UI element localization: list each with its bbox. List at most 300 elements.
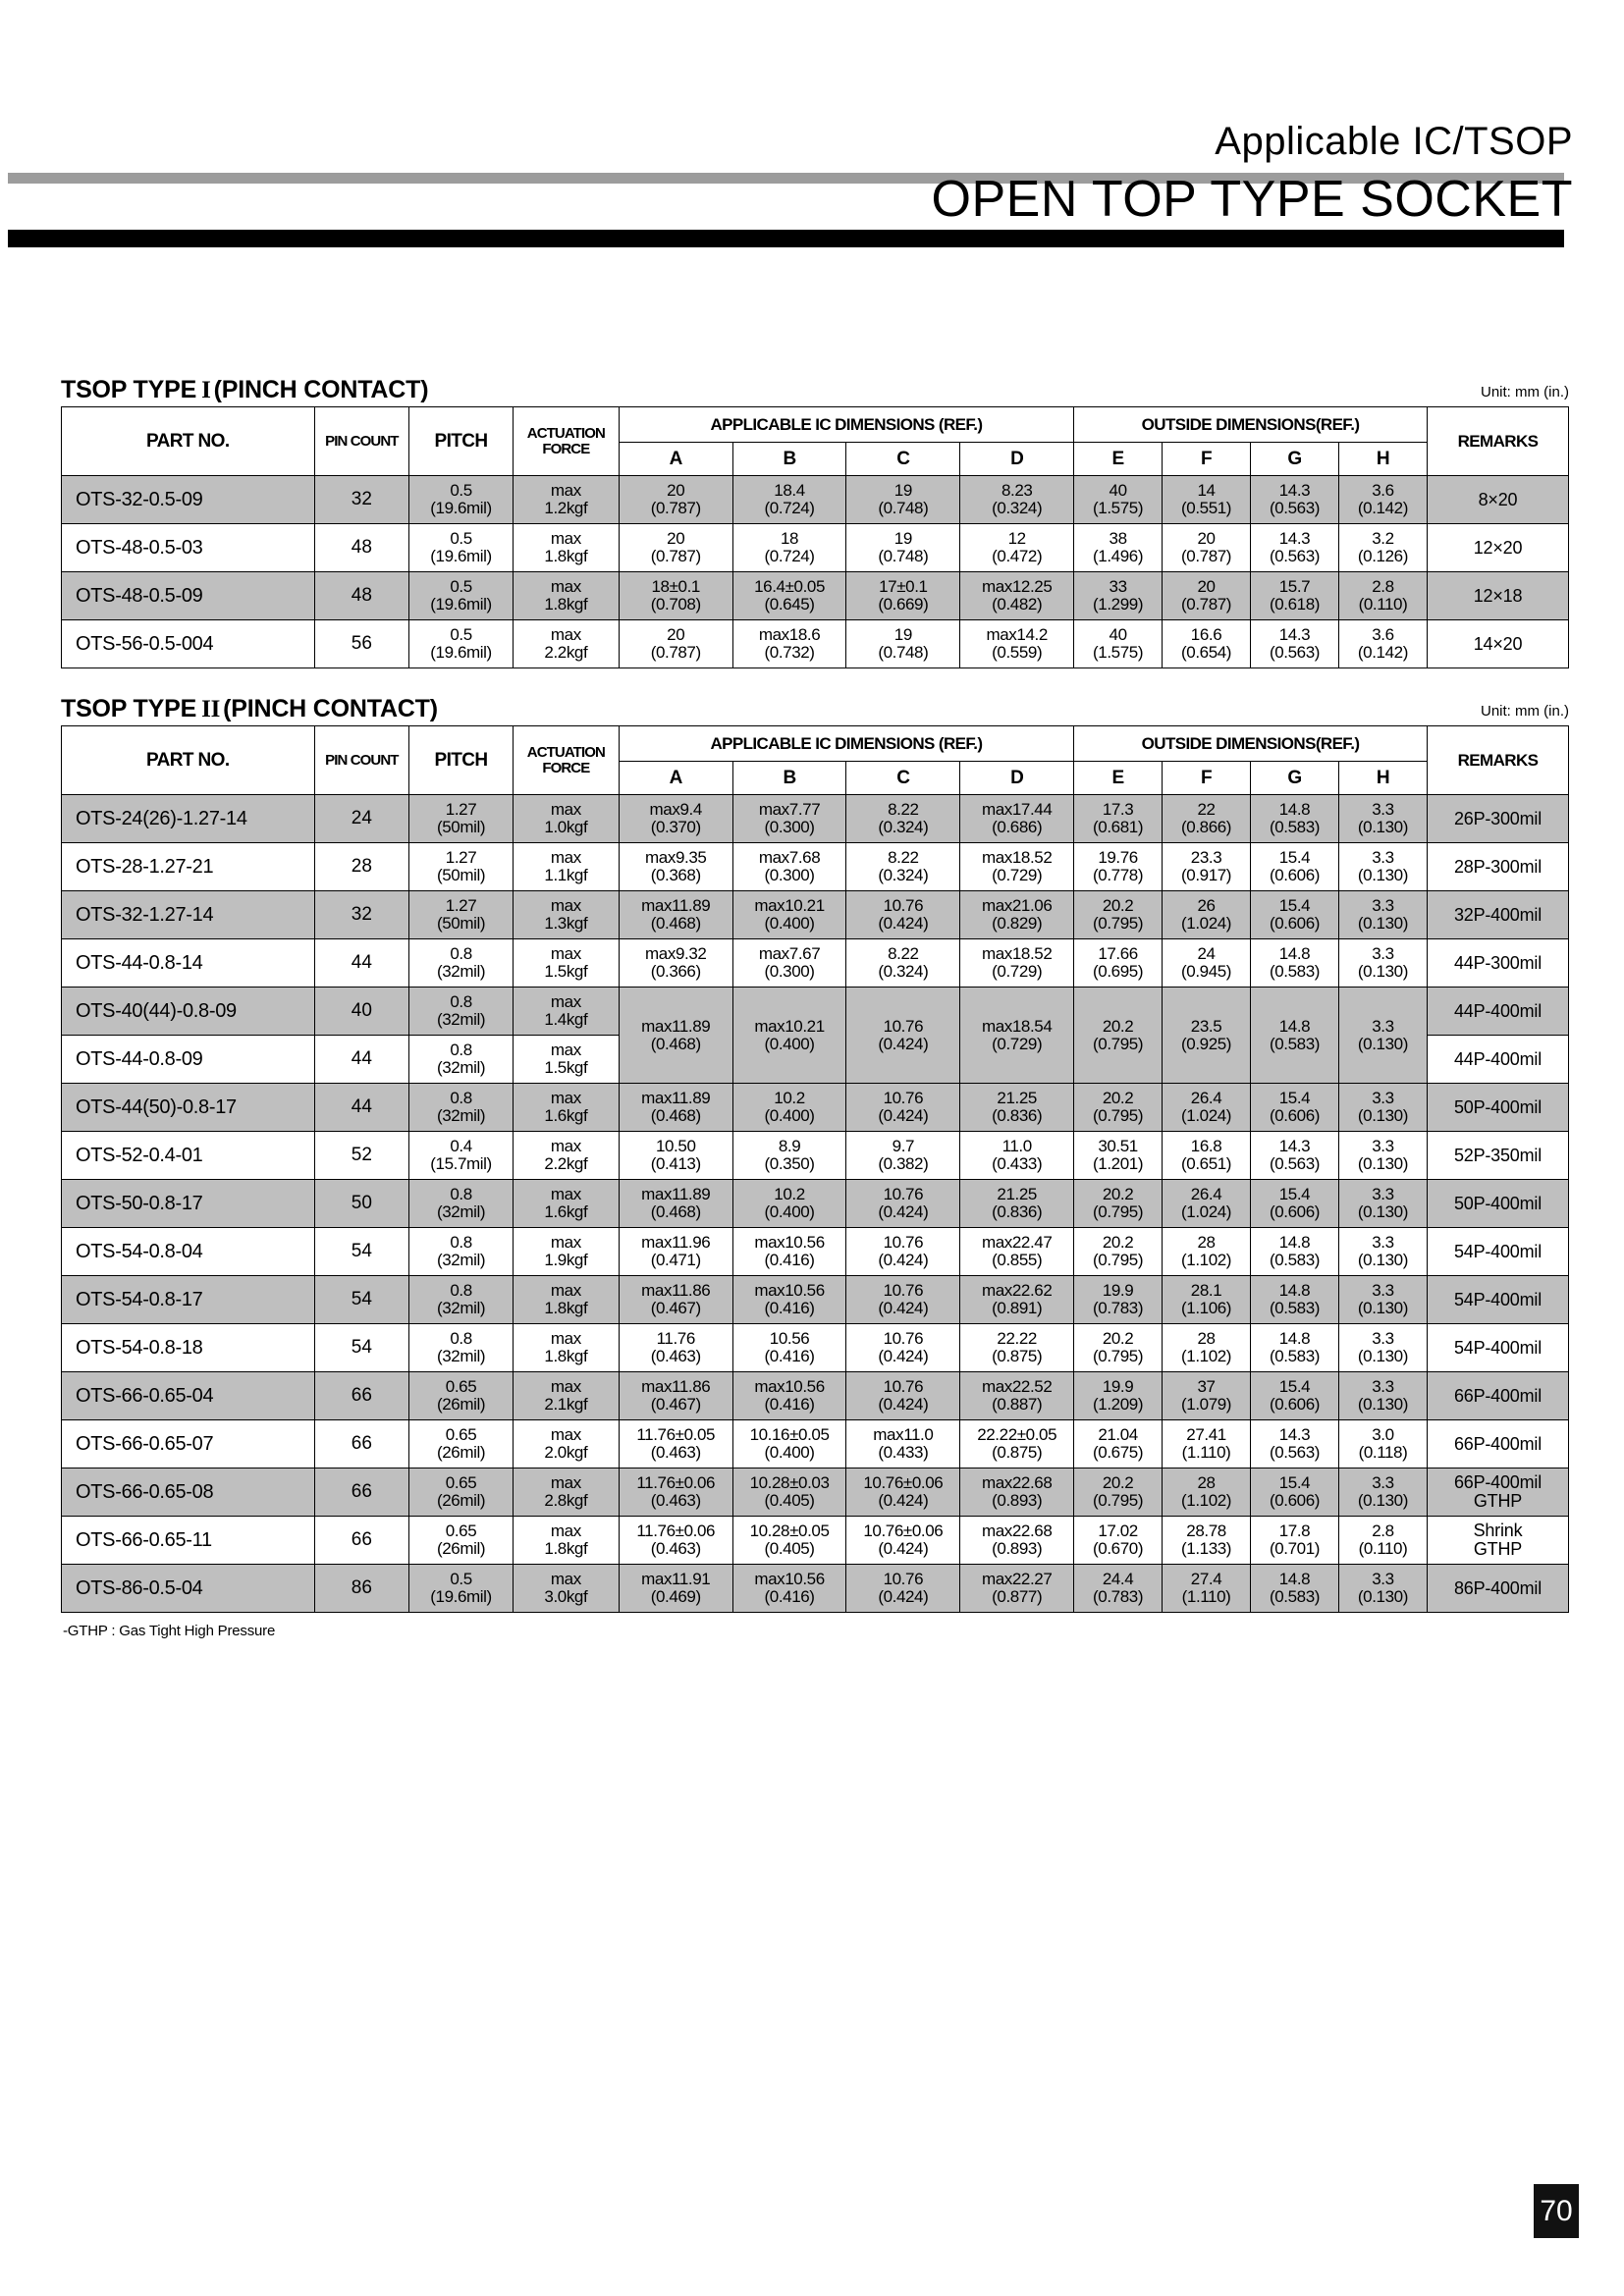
- cell-actuation-force: [513, 1420, 619, 1468]
- cell-dim-f: [1163, 939, 1251, 988]
- cell-dim-g: [1251, 843, 1339, 891]
- cell-dim-d-line1: max21.06: [981, 896, 1053, 916]
- cell-dim-e: [1074, 939, 1163, 988]
- section2-unit-note: Unit: mm (in.): [1481, 703, 1569, 720]
- cell-dim-f-line2: (1.106): [1181, 1299, 1232, 1317]
- cell-dim-a-line1: max11.91: [641, 1570, 711, 1589]
- cell-dim-h-line2: (0.130): [1357, 1347, 1408, 1365]
- cell-actuation-force-line1: max: [550, 1185, 581, 1204]
- cell-dim-d-line2: (0.893): [992, 1491, 1043, 1510]
- cell-dim-f-line1: 22: [1197, 800, 1216, 820]
- cell-dim-a: [619, 1228, 732, 1276]
- col-g: G: [1251, 443, 1339, 476]
- col-pitch: PITCH: [409, 407, 514, 476]
- cell-dim-h-line1: 3.0: [1372, 1425, 1394, 1445]
- cell-pin-count: 44: [314, 939, 409, 988]
- cell-dim-e: [1074, 1180, 1163, 1228]
- table-row: [62, 795, 1569, 843]
- cell-dim-c-line2: (0.748): [878, 643, 929, 662]
- cell-dim-g-line2: (0.606): [1269, 866, 1321, 884]
- table-row: [62, 843, 1569, 891]
- cell-dim-g-line1: 14.8: [1278, 1281, 1311, 1301]
- cell-dim-b: [732, 1132, 846, 1180]
- cell-dim-g-line1: 15.4: [1278, 1089, 1311, 1108]
- cell-dim-a: [619, 1468, 732, 1517]
- cell-dim-a-line1: max11.89: [641, 1185, 711, 1204]
- cell-dim-d-line1: max12.25: [981, 577, 1053, 597]
- cell-pitch-line2: (32mil): [436, 1202, 486, 1221]
- cell-dim-c-line2: (0.748): [878, 499, 929, 517]
- cell-remarks-line2: GTHP: [1473, 1491, 1523, 1511]
- cell-dim-a-line2: (0.463): [650, 1443, 701, 1462]
- cell-dim-a: [619, 795, 732, 843]
- cell-dim-e-line1: 20.2: [1102, 1233, 1134, 1253]
- cell-dim-e: [1074, 1228, 1163, 1276]
- cell-dim-e: [1074, 843, 1163, 891]
- cell-dim-h-line2: (0.130): [1357, 1251, 1408, 1269]
- cell-dim-g-line2: (0.583): [1269, 1299, 1321, 1317]
- cell-dim-e: [1074, 1468, 1163, 1517]
- cell-part-no: OTS-48-0.5-03: [62, 524, 315, 572]
- cell-actuation-force: [513, 1036, 619, 1084]
- cell-dim-e-line2: (1.209): [1093, 1395, 1144, 1414]
- table-row: [62, 1468, 1569, 1517]
- cell-dim-e-line2: (1.496): [1093, 547, 1144, 565]
- cell-dim-a-line1: max11.96: [641, 1233, 711, 1253]
- cell-dim-f-line1: 20: [1197, 529, 1216, 549]
- cell-actuation-force-line2: 1.3kgf: [544, 914, 588, 933]
- cell-dim-a-line2: (0.463): [650, 1491, 701, 1510]
- cell-dim-g-line2: (0.583): [1269, 962, 1321, 981]
- cell-dim-a-line1: max11.89: [641, 1016, 711, 1036]
- cell-actuation-force-line1: max: [550, 1377, 581, 1397]
- cell-part-no: OTS-48-0.5-09: [62, 572, 315, 620]
- cell-remarks-line1: 32P-400mil: [1453, 904, 1542, 925]
- page-number: 70: [1534, 2184, 1579, 2238]
- cell-dim-h-line1: 3.3: [1372, 800, 1394, 820]
- cell-dim-c: [846, 1372, 960, 1420]
- cell-dim-b-line1: max10.21: [754, 896, 825, 916]
- cell-dim-h: [1338, 524, 1427, 572]
- cell-dim-a: [619, 891, 732, 939]
- cell-dim-h-line2: (0.130): [1357, 1395, 1408, 1414]
- cell-dim-g-line2: (0.701): [1269, 1539, 1321, 1558]
- cell-dim-d-line2: (0.433): [992, 1154, 1043, 1173]
- cell-dim-e-line1: 19.9: [1102, 1281, 1134, 1301]
- cell-dim-d-line2: (0.836): [992, 1106, 1043, 1125]
- cell-dim-e-line1: 20.2: [1102, 896, 1134, 916]
- cell-dim-a: [619, 1420, 732, 1468]
- cell-dim-e: [1074, 795, 1163, 843]
- cell-pitch-line1: 0.8: [450, 1185, 472, 1204]
- table-row: [62, 524, 1569, 572]
- cell-dim-g-line1: 14.8: [1278, 944, 1311, 964]
- table-row: [62, 1276, 1569, 1324]
- cell-dim-c-line1: 17±0.1: [879, 577, 928, 597]
- cell-actuation-force-line1: max: [550, 1233, 581, 1253]
- cell-dim-e-line1: 19.76: [1098, 848, 1138, 868]
- cell-dim-a-line1: 11.76: [656, 1329, 695, 1349]
- cell-remarks: [1427, 988, 1568, 1036]
- cell-pitch-line1: 0.8: [450, 1041, 472, 1060]
- cell-pin-count: 66: [314, 1420, 409, 1468]
- cell-actuation-force: [513, 1372, 619, 1420]
- cell-dim-d-line2: (0.855): [992, 1251, 1043, 1269]
- cell-actuation-force-line1: max: [550, 1473, 581, 1493]
- cell-dim-g-line2: (0.563): [1269, 1154, 1321, 1173]
- cell-dim-f-line1: 26: [1197, 896, 1216, 916]
- cell-part-no: OTS-24(26)-1.27-14: [62, 795, 315, 843]
- cell-dim-f: [1163, 1084, 1251, 1132]
- col-actuation-line1: ACTUATION: [526, 424, 605, 442]
- cell-pin-count: 52: [314, 1132, 409, 1180]
- cell-dim-f: [1163, 1276, 1251, 1324]
- cell-dim-f-line2: (1.102): [1181, 1347, 1232, 1365]
- cell-dim-g-line1: 15.4: [1278, 896, 1311, 916]
- cell-dim-c-line1: 10.76±0.06: [863, 1522, 944, 1541]
- cell-remarks-line1: 66P-400mil: [1453, 1433, 1542, 1454]
- cell-dim-c-line1: 9.7: [892, 1137, 915, 1156]
- cell-dim-e-line1: 20.2: [1102, 1089, 1134, 1108]
- cell-dim-a: [619, 1180, 732, 1228]
- cell-pitch-line2: (19.6mil): [430, 643, 492, 662]
- cell-remarks: [1427, 1468, 1568, 1517]
- cell-actuation-force-line2: 1.8kgf: [544, 1347, 588, 1365]
- cell-dim-c-line2: (0.424): [878, 1587, 929, 1606]
- cell-dim-h-line1: 2.8: [1372, 1522, 1394, 1541]
- cell-pitch: [409, 1180, 514, 1228]
- cell-actuation-force-line2: 1.5kgf: [544, 1058, 588, 1077]
- cell-dim-h: [1338, 1468, 1427, 1517]
- cell-actuation-force-line2: 2.0kgf: [544, 1443, 588, 1462]
- col-d: D: [960, 762, 1074, 795]
- table-row: [62, 572, 1569, 620]
- cell-part-no: OTS-56-0.5-004: [62, 620, 315, 668]
- cell-dim-d-line2: (0.891): [992, 1299, 1043, 1317]
- cell-dim-b-line2: (0.400): [764, 1106, 815, 1125]
- col-c: C: [846, 443, 960, 476]
- table-row: [62, 1565, 1569, 1613]
- cell-dim-g-line1: 14.8: [1278, 1016, 1311, 1036]
- cell-dim-g: [1251, 1180, 1339, 1228]
- cell-dim-g: [1251, 572, 1339, 620]
- cell-dim-e-line2: (0.795): [1093, 1251, 1144, 1269]
- col-actuation-line2: FORCE: [542, 440, 590, 457]
- cell-dim-f-line2: (0.787): [1181, 595, 1232, 614]
- section1-unit-note: Unit: mm (in.): [1481, 384, 1569, 400]
- cell-dim-f-line2: (0.551): [1181, 499, 1232, 517]
- cell-dim-e-line1: 40: [1109, 625, 1127, 645]
- cell-dim-b: [732, 1565, 846, 1613]
- col-e: E: [1074, 443, 1163, 476]
- cell-dim-c-line1: 19: [893, 529, 912, 549]
- cell-actuation-force-line1: max: [550, 1137, 581, 1156]
- cell-actuation-force-line1: max: [550, 529, 581, 549]
- section-tsop-type-2: [61, 692, 1569, 1639]
- cell-actuation-force-line1: max: [550, 800, 581, 820]
- cell-dim-a-line1: max9.4: [649, 800, 702, 820]
- cell-dim-d: [960, 572, 1074, 620]
- cell-dim-a-line2: (0.469): [650, 1587, 701, 1606]
- page-kicker: Applicable IC/TSOP: [1215, 120, 1573, 163]
- cell-dim-g-line2: (0.563): [1269, 499, 1321, 517]
- cell-dim-a: [619, 620, 732, 668]
- col-group-applicable-ic: APPLICABLE IC DIMENSIONS (REF.): [619, 726, 1073, 762]
- cell-dim-g: [1251, 1276, 1339, 1324]
- cell-actuation-force-line2: 2.2kgf: [544, 1154, 588, 1173]
- cell-dim-d-line1: max22.52: [981, 1377, 1053, 1397]
- cell-dim-a: [619, 1517, 732, 1565]
- cell-dim-e-line2: (1.201): [1093, 1154, 1144, 1173]
- cell-dim-f: [1163, 1228, 1251, 1276]
- cell-dim-d-line2: (0.559): [992, 643, 1043, 662]
- cell-pitch-line1: 0.8: [450, 1329, 472, 1349]
- cell-part-no: OTS-66-0.65-08: [62, 1468, 315, 1517]
- cell-pitch: [409, 572, 514, 620]
- cell-pitch-line2: (32mil): [436, 1251, 486, 1269]
- cell-actuation-force-line2: 1.8kgf: [544, 547, 588, 565]
- cell-remarks-line1: 66P-400mil: [1453, 1472, 1542, 1493]
- cell-pitch-line1: 0.65: [445, 1425, 477, 1445]
- cell-actuation-force: [513, 1324, 619, 1372]
- cell-dim-d: [960, 620, 1074, 668]
- cell-dim-b: [732, 1468, 846, 1517]
- cell-dim-e-line1: 30.51: [1098, 1137, 1138, 1156]
- cell-dim-b: [732, 795, 846, 843]
- cell-dim-b-line2: (0.400): [764, 1202, 815, 1221]
- cell-dim-h: [1338, 1420, 1427, 1468]
- cell-dim-d: [960, 891, 1074, 939]
- cell-dim-h-line1: 3.3: [1372, 1473, 1394, 1493]
- cell-dim-g-line2: (0.606): [1269, 1395, 1321, 1414]
- section2-numeral: II: [201, 696, 221, 722]
- section2-title: [61, 695, 438, 723]
- cell-dim-h-line1: 3.3: [1372, 1570, 1394, 1589]
- cell-dim-e-line1: 21.04: [1098, 1425, 1138, 1445]
- cell-dim-b: [732, 572, 846, 620]
- cell-pin-count: 66: [314, 1468, 409, 1517]
- cell-dim-h-line1: 3.3: [1372, 944, 1394, 964]
- cell-dim-c-line2: (0.748): [878, 547, 929, 565]
- col-group-outside: OUTSIDE DIMENSIONS(REF.): [1074, 726, 1428, 762]
- table-row: [62, 1324, 1569, 1372]
- cell-pitch: [409, 1036, 514, 1084]
- cell-part-no: OTS-32-0.5-09: [62, 476, 315, 524]
- cell-dim-b-line1: max7.68: [758, 848, 821, 868]
- cell-dim-f-line1: 26.4: [1190, 1089, 1222, 1108]
- cell-dim-h-line1: 3.6: [1372, 625, 1394, 645]
- cell-dim-e-line1: 20.2: [1102, 1016, 1134, 1036]
- section1-head: [61, 373, 1569, 406]
- cell-dim-b-line1: 10.56: [769, 1329, 810, 1349]
- cell-remarks: [1427, 1565, 1568, 1613]
- cell-dim-f: [1163, 1132, 1251, 1180]
- col-pitch: PITCH: [409, 726, 514, 795]
- cell-dim-h-line2: (0.118): [1358, 1443, 1408, 1462]
- table-row: [62, 939, 1569, 988]
- cell-dim-b-line2: (0.400): [764, 1443, 815, 1462]
- cell-dim-b-line2: (0.405): [764, 1491, 815, 1510]
- cell-pitch-line1: 0.65: [445, 1522, 477, 1541]
- cell-actuation-force: [513, 1468, 619, 1517]
- cell-dim-b-line2: (0.724): [764, 547, 815, 565]
- cell-dim-d-line1: max14.2: [986, 625, 1048, 645]
- cell-dim-d-line2: (0.729): [992, 962, 1043, 981]
- cell-dim-b: [732, 843, 846, 891]
- cell-dim-g: [1251, 1228, 1339, 1276]
- col-g: G: [1251, 762, 1339, 795]
- cell-dim-g-line2: (0.563): [1269, 547, 1321, 565]
- cell-dim-c: [846, 1565, 960, 1613]
- cell-pitch-line2: (32mil): [436, 1058, 486, 1077]
- cell-dim-f-line2: (0.925): [1181, 1034, 1232, 1053]
- cell-dim-h: [1338, 1372, 1427, 1420]
- cell-dim-g: [1251, 1324, 1339, 1372]
- cell-remarks-line1: 86P-400mil: [1453, 1577, 1542, 1598]
- cell-dim-b: [732, 1180, 846, 1228]
- cell-remarks: [1427, 1420, 1568, 1468]
- cell-dim-e-line2: (0.681): [1093, 818, 1144, 836]
- cell-dim-g-line1: 17.8: [1278, 1522, 1311, 1541]
- cell-dim-d-line2: (0.875): [992, 1347, 1043, 1365]
- cell-pitch: [409, 1084, 514, 1132]
- cell-remarks-line1: 28P-300mil: [1453, 856, 1542, 877]
- cell-dim-e-line1: 17.02: [1098, 1522, 1138, 1541]
- cell-dim-f-line1: 14: [1197, 481, 1216, 501]
- cell-dim-a: [619, 988, 732, 1084]
- cell-dim-h-line2: (0.130): [1357, 1491, 1408, 1510]
- cell-pin-count: 66: [314, 1372, 409, 1420]
- cell-dim-e: [1074, 988, 1163, 1084]
- cell-remarks: [1427, 843, 1568, 891]
- cell-pitch-line1: 0.4: [450, 1137, 472, 1156]
- cell-dim-g-line1: 14.3: [1278, 1425, 1311, 1445]
- cell-dim-d-line2: (0.729): [992, 1034, 1043, 1053]
- cell-actuation-force: [513, 1084, 619, 1132]
- section1-numeral: I: [201, 377, 211, 403]
- cell-remarks-line1: 44P-400mil: [1453, 1000, 1542, 1021]
- cell-dim-e-line2: (0.795): [1093, 1491, 1144, 1510]
- cell-dim-g-line1: 15.4: [1278, 1185, 1311, 1204]
- cell-dim-e: [1074, 476, 1163, 524]
- cell-actuation-force: [513, 1132, 619, 1180]
- tsop-type-2-table: [61, 725, 1569, 1613]
- cell-dim-g-line1: 14.8: [1278, 800, 1311, 820]
- cell-dim-f-line2: (0.945): [1181, 962, 1232, 981]
- cell-dim-d: [960, 939, 1074, 988]
- section2-head: [61, 692, 1569, 725]
- col-a: A: [619, 762, 732, 795]
- cell-remarks: [1427, 1324, 1568, 1372]
- cell-dim-b: [732, 891, 846, 939]
- cell-dim-d-line1: max22.62: [981, 1281, 1053, 1301]
- cell-dim-a: [619, 939, 732, 988]
- cell-dim-c: [846, 1084, 960, 1132]
- table2-header: [62, 726, 1569, 795]
- cell-dim-h-line1: 3.3: [1372, 1137, 1394, 1156]
- cell-dim-g-line1: 15.7: [1278, 577, 1311, 597]
- cell-dim-d-line1: 22.22: [997, 1329, 1037, 1349]
- cell-dim-e: [1074, 891, 1163, 939]
- cell-remarks-line1: 14×20: [1473, 633, 1523, 654]
- cell-dim-d-line1: max18.54: [981, 1016, 1053, 1036]
- cell-actuation-force-line2: 1.9kgf: [544, 1251, 588, 1269]
- cell-pin-count: 24: [314, 795, 409, 843]
- cell-dim-a-line2: (0.370): [650, 818, 701, 836]
- cell-dim-d: [960, 1276, 1074, 1324]
- cell-dim-d-line2: (0.887): [992, 1395, 1043, 1414]
- cell-part-no: OTS-40(44)-0.8-09: [62, 988, 315, 1036]
- cell-dim-a-line2: (0.366): [650, 962, 701, 981]
- cell-part-no: OTS-32-1.27-14: [62, 891, 315, 939]
- table-row: [62, 1180, 1569, 1228]
- col-actuation-force: [513, 407, 619, 476]
- cell-dim-h-line2: (0.130): [1357, 1587, 1408, 1606]
- cell-dim-d: [960, 524, 1074, 572]
- cell-actuation-force: [513, 1228, 619, 1276]
- cell-dim-d-line2: (0.482): [992, 595, 1043, 614]
- col-d: D: [960, 443, 1074, 476]
- cell-dim-c: [846, 1132, 960, 1180]
- cell-dim-c-line2: (0.424): [878, 1395, 929, 1414]
- cell-pin-count: 48: [314, 572, 409, 620]
- col-pin-count: PIN COUNT: [314, 726, 409, 795]
- cell-dim-d-line1: max22.27: [981, 1570, 1053, 1589]
- cell-pitch-line1: 0.5: [450, 1570, 472, 1589]
- cell-pitch: [409, 795, 514, 843]
- cell-dim-b: [732, 1084, 846, 1132]
- cell-dim-f-line2: (1.110): [1181, 1587, 1231, 1606]
- cell-dim-g-line2: (0.606): [1269, 1202, 1321, 1221]
- cell-dim-a-line2: (0.708): [650, 595, 701, 614]
- cell-dim-e-line2: (0.795): [1093, 1202, 1144, 1221]
- cell-actuation-force: [513, 891, 619, 939]
- cell-dim-e-line1: 38: [1109, 529, 1127, 549]
- cell-dim-c: [846, 1180, 960, 1228]
- cell-pitch: [409, 524, 514, 572]
- cell-pitch: [409, 1324, 514, 1372]
- cell-dim-d: [960, 1372, 1074, 1420]
- cell-dim-g-line2: (0.606): [1269, 914, 1321, 933]
- cell-actuation-force-line2: 1.5kgf: [544, 962, 588, 981]
- cell-dim-h: [1338, 1228, 1427, 1276]
- cell-dim-h-line1: 3.3: [1372, 1233, 1394, 1253]
- cell-dim-h-line1: 3.3: [1372, 1329, 1394, 1349]
- cell-actuation-force-line2: 2.8kgf: [544, 1491, 588, 1510]
- cell-dim-a-line1: 20: [667, 529, 685, 549]
- cell-dim-b-line1: max10.21: [754, 1016, 825, 1036]
- cell-dim-f-line1: 23.5: [1190, 1016, 1222, 1036]
- cell-dim-c-line2: (0.324): [878, 962, 929, 981]
- cell-dim-g: [1251, 1420, 1339, 1468]
- cell-remarks-line1: 50P-400mil: [1453, 1096, 1542, 1117]
- cell-pitch-line1: 0.65: [445, 1473, 477, 1493]
- cell-actuation-force-line1: max: [550, 992, 581, 1012]
- cell-pitch-line2: (26mil): [436, 1491, 486, 1510]
- cell-actuation-force-line1: max: [550, 577, 581, 597]
- cell-part-no: OTS-44(50)-0.8-17: [62, 1084, 315, 1132]
- cell-dim-h: [1338, 620, 1427, 668]
- cell-dim-b: [732, 1324, 846, 1372]
- cell-dim-f: [1163, 1468, 1251, 1517]
- cell-dim-c-line1: 10.76±0.06: [863, 1473, 944, 1493]
- cell-dim-f: [1163, 795, 1251, 843]
- cell-dim-e-line1: 40: [1109, 481, 1127, 501]
- cell-pitch-line1: 0.5: [450, 481, 472, 501]
- cell-dim-d-line1: 11.0: [1001, 1137, 1032, 1156]
- page-title: OPEN TOP TYPE SOCKET: [931, 171, 1573, 228]
- cell-dim-e-line1: 20.2: [1102, 1185, 1134, 1204]
